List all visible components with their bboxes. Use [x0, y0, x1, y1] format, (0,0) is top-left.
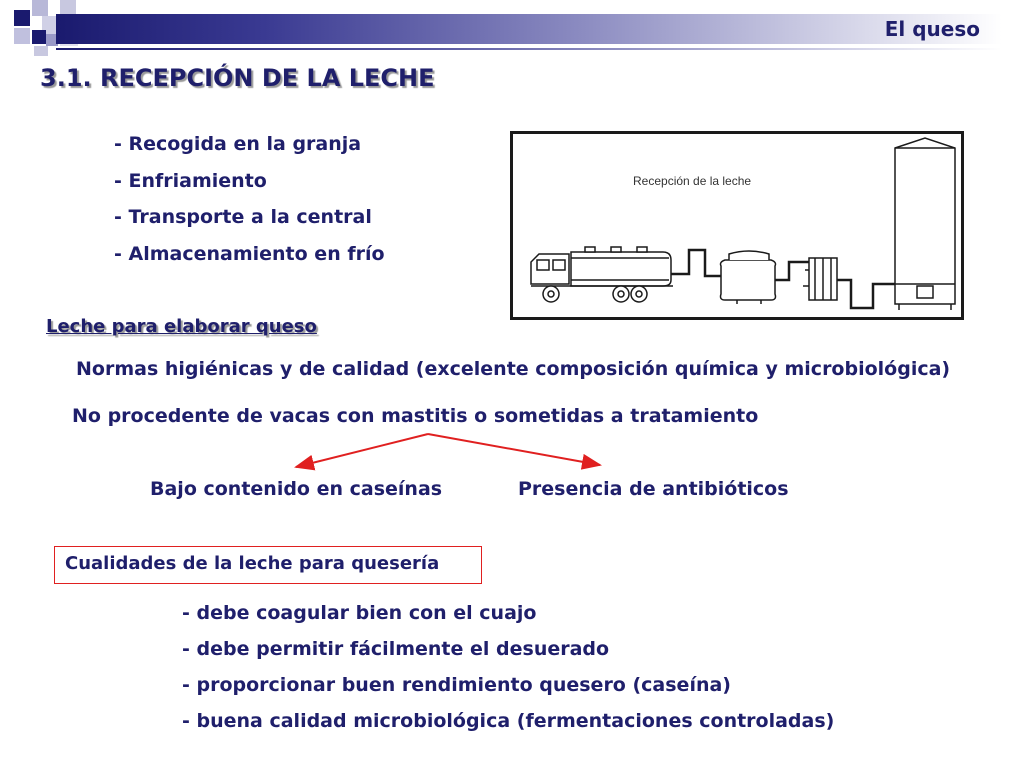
diagram-label: Recepción de la leche	[633, 174, 752, 188]
list-item: - Almacenamiento en frío	[114, 242, 385, 265]
arrow-right	[428, 434, 600, 465]
header-title: El queso	[884, 17, 980, 41]
list-item: - buena calidad microbiológica (fermentaciones controladas)	[182, 710, 835, 732]
origin-restriction-text: No procedente de vacas con mastitis o sometidas a tratamiento	[72, 405, 759, 427]
list-item: - proporcionar buen rendimiento quesero (caseína)	[182, 674, 731, 696]
section-title: 3.1. RECEPCIÓN DE LA LECHE	[40, 64, 435, 92]
arrow-left	[296, 434, 428, 467]
list-item: - debe permitir fácilmente el desuerado	[182, 638, 610, 660]
quality-norms-text: Normas higiénicas y de calidad (excelente composición química y microbiológica)	[76, 358, 951, 380]
list-item: - Transporte a la central	[114, 206, 372, 228]
list-item: - Recogida en la granja	[114, 133, 362, 155]
qualities-heading-box	[54, 546, 482, 584]
qualities-heading: Cualidades de la leche para quesería	[65, 553, 440, 574]
low-casein-text: Bajo contenido en caseínas	[150, 478, 443, 500]
list-item: - Enfriamiento	[114, 169, 267, 192]
antibiotics-text: Presencia de antibióticos	[518, 478, 789, 500]
list-item: - debe coagular bien con el cuajo	[182, 602, 537, 624]
milk-heading: Leche para elaborar queso	[46, 316, 317, 337]
qualities-list	[182, 599, 834, 743]
